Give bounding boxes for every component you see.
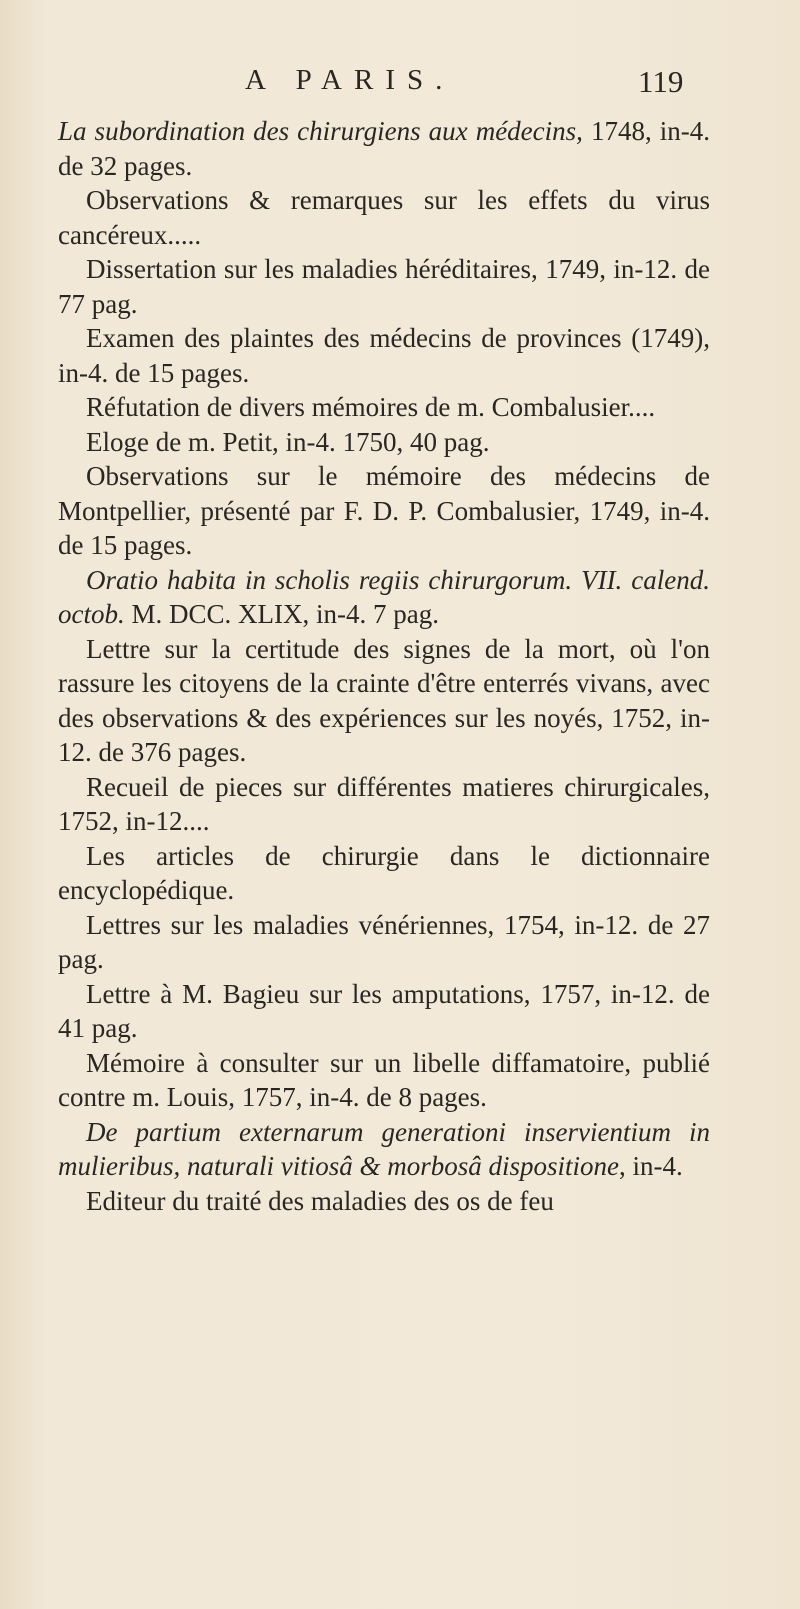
entry-title: Oratio habita in scholis regiis chirurgorum. VII. calend. octob.	[58, 564, 710, 629]
bibliography-entry: Mémoire à consulter sur un libelle diffamatoire, publié contre m. Louis, 1757, in-4. de 8 pages.	[58, 1047, 710, 1112]
bibliography-entry: Lettres sur les maladies vénériennes, 1754, in-12. de 27 pag.	[58, 909, 710, 974]
bibliography-entry: Dissertation sur les maladies héréditaires, 1749, in-12. de 77 pag.	[58, 254, 710, 319]
bibliography-entry: Lettre sur la certitude des signes de la mort, où l'on rassure les citoyens de la crainte d'être enterrés vivans, avec des observations & des expériences sur les noyés, 1752, in-12. de 376 pages.	[58, 633, 710, 767]
entry-details: M. DCC. XLIX, in-4. 7 pag.	[124, 599, 439, 629]
bibliography-entry: Observations sur le mémoire des médecins de Montpellier, présenté par F. D. P. Combalusier, 1749, in-4. de 15 pages.	[58, 461, 710, 560]
bibliography-entry: Réfutation de divers mémoires de m. Combalusier....	[86, 392, 656, 422]
bibliography-entry: Eloge de m. Petit, in-4. 1750, 40 pag.	[86, 426, 490, 457]
bibliography-entry: Recueil de pieces sur différentes matieres chirurgicales, 1752, in-12....	[58, 771, 710, 836]
bibliography-entry: Observations & remarques sur les effets du virus cancéreux.....	[58, 185, 710, 250]
entry-title: La subordination des chirurgiens aux médecins,	[58, 116, 583, 146]
bibliography-entry	[58, 563, 710, 632]
bibliography-entry	[58, 1115, 710, 1184]
page-body	[58, 114, 710, 1218]
page-header	[0, 64, 800, 108]
entry-details: 1748, in-4. de 32 pages.	[58, 116, 710, 181]
bibliography-entry: Lettre à M. Bagieu sur les amputations, 1757, in-12. de 41 pag.	[58, 978, 710, 1043]
bibliography-entry: Editeur du traité des maladies des os de feu	[86, 1185, 554, 1216]
entry-details: , in-4.	[619, 1151, 683, 1181]
entry-title: De partium externarum generationi inservientium in mulieribus, naturali vitiosâ & morbosâ dispositione	[58, 1116, 710, 1181]
running-head: A PARIS.	[245, 64, 455, 96]
bibliography-entry	[58, 114, 710, 183]
bibliography-entry: Les articles de chirurgie dans le dictionnaire encyclopédique.	[58, 840, 710, 905]
bibliography-entry: Examen des plaintes des médecins de provinces (1749), in-4. de 15 pages.	[58, 323, 710, 388]
page-number: 119	[638, 64, 684, 99]
